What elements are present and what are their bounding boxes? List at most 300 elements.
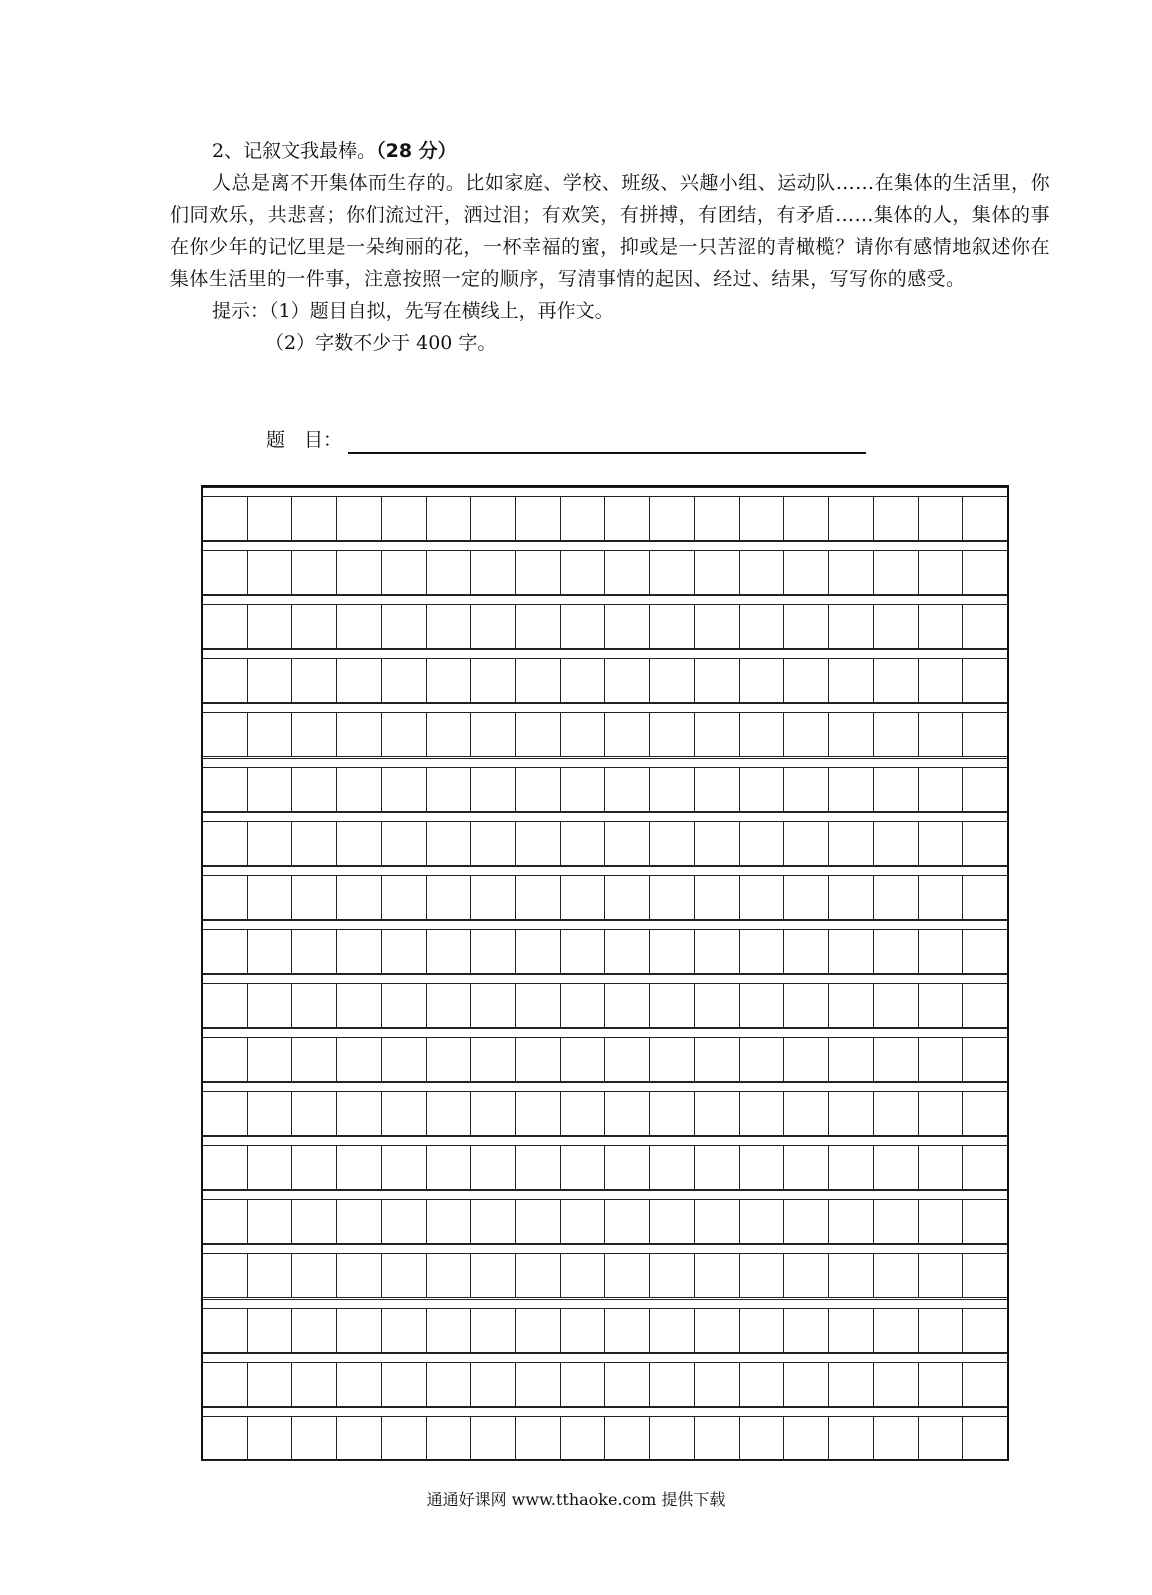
grid-cell[interactable] [561, 984, 606, 1027]
grid-cell[interactable] [337, 876, 382, 919]
grid-cell[interactable] [919, 1417, 964, 1460]
grid-cell[interactable] [784, 1417, 829, 1460]
grid-cell[interactable] [561, 497, 606, 540]
grid-cell[interactable] [650, 497, 695, 540]
grid-cell[interactable] [516, 930, 561, 973]
grid-cell[interactable] [471, 1363, 516, 1406]
grid-cell[interactable] [337, 497, 382, 540]
grid-cell[interactable] [919, 1309, 964, 1352]
grid-cell[interactable] [829, 768, 874, 811]
grid-cell[interactable] [337, 1092, 382, 1135]
grid-cell[interactable] [382, 1417, 427, 1460]
grid-cell[interactable] [382, 1254, 427, 1297]
grid-cell[interactable] [561, 1038, 606, 1081]
grid-cell[interactable] [740, 659, 785, 702]
grid-cell[interactable] [203, 1363, 248, 1406]
grid-cell[interactable] [292, 659, 337, 702]
grid-cell[interactable] [919, 822, 964, 865]
grid-cell[interactable] [427, 930, 472, 973]
grid-cell[interactable] [292, 984, 337, 1027]
grid-cell[interactable] [516, 605, 561, 648]
grid-cell[interactable] [605, 1200, 650, 1243]
grid-cell[interactable] [561, 930, 606, 973]
grid-cell[interactable] [829, 497, 874, 540]
grid-cell[interactable] [874, 551, 919, 594]
grid-cell[interactable] [740, 876, 785, 919]
grid-cell[interactable] [919, 713, 964, 756]
grid-cell[interactable] [784, 1309, 829, 1352]
grid-cell[interactable] [561, 1092, 606, 1135]
grid-cell[interactable] [516, 1092, 561, 1135]
grid-cell[interactable] [874, 822, 919, 865]
grid-cell[interactable] [919, 1146, 964, 1189]
grid-cell[interactable] [561, 551, 606, 594]
grid-cell[interactable] [203, 876, 248, 919]
grid-cell[interactable] [919, 1254, 964, 1297]
grid-cell[interactable] [337, 822, 382, 865]
grid-cell[interactable] [695, 1363, 740, 1406]
grid-cell[interactable] [382, 1200, 427, 1243]
grid-cell[interactable] [695, 497, 740, 540]
grid-cell[interactable] [427, 1363, 472, 1406]
grid-cell[interactable] [337, 1417, 382, 1460]
grid-cell[interactable] [516, 1417, 561, 1460]
grid-cell[interactable] [248, 1254, 293, 1297]
grid-cell[interactable] [829, 1146, 874, 1189]
grid-cell[interactable] [740, 551, 785, 594]
grid-cell[interactable] [963, 822, 1007, 865]
grid-cell[interactable] [695, 1417, 740, 1460]
grid-cell[interactable] [471, 768, 516, 811]
grid-cell[interactable] [650, 768, 695, 811]
grid-cell[interactable] [740, 822, 785, 865]
grid-cell[interactable] [337, 1200, 382, 1243]
grid-cell[interactable] [382, 1038, 427, 1081]
grid-cell[interactable] [963, 659, 1007, 702]
grid-cell[interactable] [561, 713, 606, 756]
grid-cell[interactable] [829, 1309, 874, 1352]
grid-cell[interactable] [471, 497, 516, 540]
grid-cell[interactable] [963, 984, 1007, 1027]
grid-cell[interactable] [382, 768, 427, 811]
grid-cell[interactable] [382, 551, 427, 594]
grid-cell[interactable] [427, 1092, 472, 1135]
grid-cell[interactable] [337, 551, 382, 594]
grid-cell[interactable] [963, 497, 1007, 540]
grid-cell[interactable] [203, 1146, 248, 1189]
grid-cell[interactable] [382, 1363, 427, 1406]
grid-cell[interactable] [561, 876, 606, 919]
grid-cell[interactable] [829, 1363, 874, 1406]
grid-cell[interactable] [740, 984, 785, 1027]
grid-cell[interactable] [963, 1200, 1007, 1243]
grid-cell[interactable] [605, 876, 650, 919]
grid-cell[interactable] [292, 497, 337, 540]
grid-cell[interactable] [382, 1309, 427, 1352]
grid-cell[interactable] [203, 1038, 248, 1081]
grid-cell[interactable] [695, 1146, 740, 1189]
grid-cell[interactable] [561, 1309, 606, 1352]
grid-cell[interactable] [561, 659, 606, 702]
grid-cell[interactable] [248, 1038, 293, 1081]
grid-cell[interactable] [829, 551, 874, 594]
grid-cell[interactable] [650, 1200, 695, 1243]
grid-cell[interactable] [248, 1092, 293, 1135]
grid-cell[interactable] [784, 659, 829, 702]
grid-cell[interactable] [382, 930, 427, 973]
grid-cell[interactable] [605, 1254, 650, 1297]
grid-cell[interactable] [963, 551, 1007, 594]
grid-cell[interactable] [740, 1038, 785, 1081]
grid-cell[interactable] [382, 822, 427, 865]
grid-cell[interactable] [471, 1146, 516, 1189]
grid-cell[interactable] [740, 1146, 785, 1189]
grid-cell[interactable] [471, 1254, 516, 1297]
grid-cell[interactable] [784, 876, 829, 919]
grid-cell[interactable] [919, 1038, 964, 1081]
grid-cell[interactable] [427, 768, 472, 811]
grid-cell[interactable] [829, 1200, 874, 1243]
grid-cell[interactable] [740, 1309, 785, 1352]
grid-cell[interactable] [248, 984, 293, 1027]
grid-cell[interactable] [382, 1092, 427, 1135]
grid-cell[interactable] [561, 768, 606, 811]
grid-cell[interactable] [203, 497, 248, 540]
grid-cell[interactable] [784, 497, 829, 540]
grid-cell[interactable] [516, 551, 561, 594]
grid-cell[interactable] [919, 497, 964, 540]
grid-cell[interactable] [650, 1254, 695, 1297]
grid-cell[interactable] [650, 984, 695, 1027]
grid-cell[interactable] [337, 1363, 382, 1406]
grid-cell[interactable] [963, 1363, 1007, 1406]
grid-cell[interactable] [740, 930, 785, 973]
grid-cell[interactable] [382, 876, 427, 919]
grid-cell[interactable] [337, 659, 382, 702]
grid-cell[interactable] [650, 1146, 695, 1189]
grid-cell[interactable] [874, 497, 919, 540]
grid-cell[interactable] [650, 1038, 695, 1081]
grid-cell[interactable] [919, 605, 964, 648]
grid-cell[interactable] [740, 1092, 785, 1135]
grid-cell[interactable] [292, 1146, 337, 1189]
grid-cell[interactable] [740, 605, 785, 648]
grid-cell[interactable] [740, 1200, 785, 1243]
grid-cell[interactable] [874, 1200, 919, 1243]
grid-cell[interactable] [203, 1200, 248, 1243]
grid-cell[interactable] [695, 1092, 740, 1135]
grid-cell[interactable] [605, 1038, 650, 1081]
grid-cell[interactable] [650, 1363, 695, 1406]
grid-cell[interactable] [248, 822, 293, 865]
grid-cell[interactable] [695, 605, 740, 648]
grid-cell[interactable] [248, 497, 293, 540]
grid-cell[interactable] [427, 876, 472, 919]
grid-cell[interactable] [829, 984, 874, 1027]
grid-cell[interactable] [650, 605, 695, 648]
grid-cell[interactable] [919, 551, 964, 594]
grid-cell[interactable] [829, 659, 874, 702]
grid-cell[interactable] [874, 984, 919, 1027]
grid-cell[interactable] [337, 1309, 382, 1352]
grid-cell[interactable] [740, 713, 785, 756]
grid-cell[interactable] [963, 768, 1007, 811]
grid-cell[interactable] [203, 1254, 248, 1297]
grid-cell[interactable] [203, 930, 248, 973]
grid-cell[interactable] [561, 1363, 606, 1406]
grid-cell[interactable] [248, 1417, 293, 1460]
grid-cell[interactable] [292, 930, 337, 973]
grid-cell[interactable] [695, 1038, 740, 1081]
grid-cell[interactable] [337, 1038, 382, 1081]
grid-cell[interactable] [292, 1417, 337, 1460]
grid-cell[interactable] [695, 1309, 740, 1352]
grid-cell[interactable] [292, 822, 337, 865]
grid-cell[interactable] [516, 822, 561, 865]
grid-cell[interactable] [427, 551, 472, 594]
grid-cell[interactable] [784, 984, 829, 1027]
grid-cell[interactable] [963, 713, 1007, 756]
grid-cell[interactable] [203, 551, 248, 594]
grid-cell[interactable] [919, 659, 964, 702]
grid-cell[interactable] [829, 1092, 874, 1135]
grid-cell[interactable] [695, 1200, 740, 1243]
grid-cell[interactable] [337, 984, 382, 1027]
grid-cell[interactable] [695, 876, 740, 919]
grid-cell[interactable] [874, 1038, 919, 1081]
grid-cell[interactable] [829, 876, 874, 919]
grid-cell[interactable] [516, 1200, 561, 1243]
grid-cell[interactable] [784, 1038, 829, 1081]
grid-cell[interactable] [650, 1417, 695, 1460]
grid-cell[interactable] [605, 822, 650, 865]
grid-cell[interactable] [695, 1254, 740, 1297]
grid-cell[interactable] [695, 768, 740, 811]
grid-cell[interactable] [650, 876, 695, 919]
grid-cell[interactable] [561, 605, 606, 648]
grid-cell[interactable] [248, 768, 293, 811]
grid-cell[interactable] [337, 605, 382, 648]
grid-cell[interactable] [382, 1146, 427, 1189]
grid-cell[interactable] [337, 1146, 382, 1189]
grid-cell[interactable] [963, 1417, 1007, 1460]
grid-cell[interactable] [963, 1092, 1007, 1135]
grid-cell[interactable] [516, 1038, 561, 1081]
grid-cell[interactable] [561, 1146, 606, 1189]
grid-cell[interactable] [292, 551, 337, 594]
grid-cell[interactable] [471, 984, 516, 1027]
grid-cell[interactable] [784, 1092, 829, 1135]
grid-cell[interactable] [740, 1254, 785, 1297]
grid-cell[interactable] [471, 1417, 516, 1460]
grid-cell[interactable] [874, 1146, 919, 1189]
grid-cell[interactable] [203, 1092, 248, 1135]
grid-cell[interactable] [516, 659, 561, 702]
grid-cell[interactable] [248, 930, 293, 973]
grid-cell[interactable] [874, 713, 919, 756]
grid-cell[interactable] [248, 551, 293, 594]
grid-cell[interactable] [874, 605, 919, 648]
grid-cell[interactable] [203, 1309, 248, 1352]
grid-cell[interactable] [874, 1363, 919, 1406]
grid-cell[interactable] [471, 659, 516, 702]
grid-cell[interactable] [471, 713, 516, 756]
grid-cell[interactable] [784, 1200, 829, 1243]
grid-cell[interactable] [337, 713, 382, 756]
grid-cell[interactable] [471, 1309, 516, 1352]
grid-cell[interactable] [874, 1417, 919, 1460]
grid-cell[interactable] [829, 822, 874, 865]
grid-cell[interactable] [203, 822, 248, 865]
grid-cell[interactable] [829, 713, 874, 756]
grid-cell[interactable] [382, 713, 427, 756]
grid-cell[interactable] [829, 1038, 874, 1081]
grid-cell[interactable] [829, 1417, 874, 1460]
grid-cell[interactable] [427, 822, 472, 865]
grid-cell[interactable] [784, 605, 829, 648]
grid-cell[interactable] [784, 930, 829, 973]
grid-cell[interactable] [605, 1092, 650, 1135]
grid-cell[interactable] [784, 1146, 829, 1189]
grid-cell[interactable] [919, 1363, 964, 1406]
grid-cell[interactable] [516, 1254, 561, 1297]
manuscript-grid[interactable] [201, 485, 1009, 1461]
grid-cell[interactable] [874, 1309, 919, 1352]
grid-cell[interactable] [650, 930, 695, 973]
grid-cell[interactable] [516, 1146, 561, 1189]
essay-title-underline[interactable] [348, 430, 866, 454]
grid-cell[interactable] [740, 1363, 785, 1406]
grid-cell[interactable] [382, 605, 427, 648]
grid-cell[interactable] [292, 1200, 337, 1243]
grid-cell[interactable] [471, 1038, 516, 1081]
grid-cell[interactable] [516, 876, 561, 919]
grid-cell[interactable] [784, 822, 829, 865]
grid-cell[interactable] [471, 822, 516, 865]
grid-cell[interactable] [605, 1309, 650, 1352]
grid-cell[interactable] [427, 1254, 472, 1297]
grid-cell[interactable] [203, 713, 248, 756]
grid-cell[interactable] [248, 876, 293, 919]
grid-cell[interactable] [695, 713, 740, 756]
grid-cell[interactable] [784, 1254, 829, 1297]
grid-cell[interactable] [203, 605, 248, 648]
grid-cell[interactable] [605, 551, 650, 594]
grid-cell[interactable] [516, 768, 561, 811]
grid-cell[interactable] [427, 605, 472, 648]
grid-cell[interactable] [248, 713, 293, 756]
grid-cell[interactable] [292, 1363, 337, 1406]
grid-cell[interactable] [427, 1200, 472, 1243]
grid-cell[interactable] [516, 1363, 561, 1406]
grid-cell[interactable] [919, 984, 964, 1027]
grid-cell[interactable] [605, 1146, 650, 1189]
grid-cell[interactable] [382, 984, 427, 1027]
grid-cell[interactable] [561, 1200, 606, 1243]
grid-cell[interactable] [471, 1200, 516, 1243]
grid-cell[interactable] [963, 876, 1007, 919]
grid-cell[interactable] [874, 1092, 919, 1135]
grid-cell[interactable] [605, 1363, 650, 1406]
grid-cell[interactable] [337, 768, 382, 811]
grid-cell[interactable] [874, 768, 919, 811]
grid-cell[interactable] [963, 1146, 1007, 1189]
grid-cell[interactable] [471, 930, 516, 973]
grid-cell[interactable] [605, 768, 650, 811]
grid-cell[interactable] [919, 876, 964, 919]
grid-cell[interactable] [337, 930, 382, 973]
grid-cell[interactable] [471, 605, 516, 648]
grid-cell[interactable] [471, 876, 516, 919]
grid-cell[interactable] [203, 1417, 248, 1460]
grid-cell[interactable] [650, 1092, 695, 1135]
grid-cell[interactable] [695, 551, 740, 594]
grid-cell[interactable] [829, 1254, 874, 1297]
grid-cell[interactable] [605, 659, 650, 702]
grid-cell[interactable] [561, 822, 606, 865]
grid-cell[interactable] [248, 1309, 293, 1352]
grid-cell[interactable] [561, 1417, 606, 1460]
grid-cell[interactable] [471, 551, 516, 594]
grid-cell[interactable] [605, 1417, 650, 1460]
grid-cell[interactable] [382, 497, 427, 540]
grid-cell[interactable] [650, 822, 695, 865]
grid-cell[interactable] [203, 659, 248, 702]
grid-cell[interactable] [292, 768, 337, 811]
grid-cell[interactable] [292, 876, 337, 919]
grid-cell[interactable] [427, 1309, 472, 1352]
grid-cell[interactable] [784, 551, 829, 594]
grid-cell[interactable] [695, 930, 740, 973]
grid-cell[interactable] [427, 659, 472, 702]
grid-cell[interactable] [471, 1092, 516, 1135]
grid-cell[interactable] [695, 984, 740, 1027]
grid-cell[interactable] [292, 1038, 337, 1081]
grid-cell[interactable] [248, 1200, 293, 1243]
grid-cell[interactable] [427, 1146, 472, 1189]
grid-cell[interactable] [829, 605, 874, 648]
grid-cell[interactable] [516, 713, 561, 756]
grid-cell[interactable] [248, 605, 293, 648]
grid-cell[interactable] [248, 1146, 293, 1189]
grid-cell[interactable] [605, 984, 650, 1027]
grid-cell[interactable] [337, 1254, 382, 1297]
grid-cell[interactable] [203, 768, 248, 811]
grid-cell[interactable] [695, 659, 740, 702]
grid-cell[interactable] [740, 1417, 785, 1460]
grid-cell[interactable] [874, 876, 919, 919]
grid-cell[interactable] [605, 713, 650, 756]
grid-cell[interactable] [784, 713, 829, 756]
grid-cell[interactable] [784, 768, 829, 811]
grid-cell[interactable] [427, 984, 472, 1027]
grid-cell[interactable] [292, 713, 337, 756]
grid-cell[interactable] [695, 822, 740, 865]
grid-cell[interactable] [650, 551, 695, 594]
grid-cell[interactable] [516, 497, 561, 540]
grid-cell[interactable] [427, 713, 472, 756]
grid-cell[interactable] [650, 713, 695, 756]
grid-cell[interactable] [203, 984, 248, 1027]
grid-cell[interactable] [963, 605, 1007, 648]
grid-cell[interactable] [740, 768, 785, 811]
grid-cell[interactable] [963, 1254, 1007, 1297]
grid-cell[interactable] [919, 768, 964, 811]
grid-cell[interactable] [382, 659, 427, 702]
grid-cell[interactable] [292, 1254, 337, 1297]
grid-cell[interactable] [963, 930, 1007, 973]
grid-cell[interactable] [829, 930, 874, 973]
